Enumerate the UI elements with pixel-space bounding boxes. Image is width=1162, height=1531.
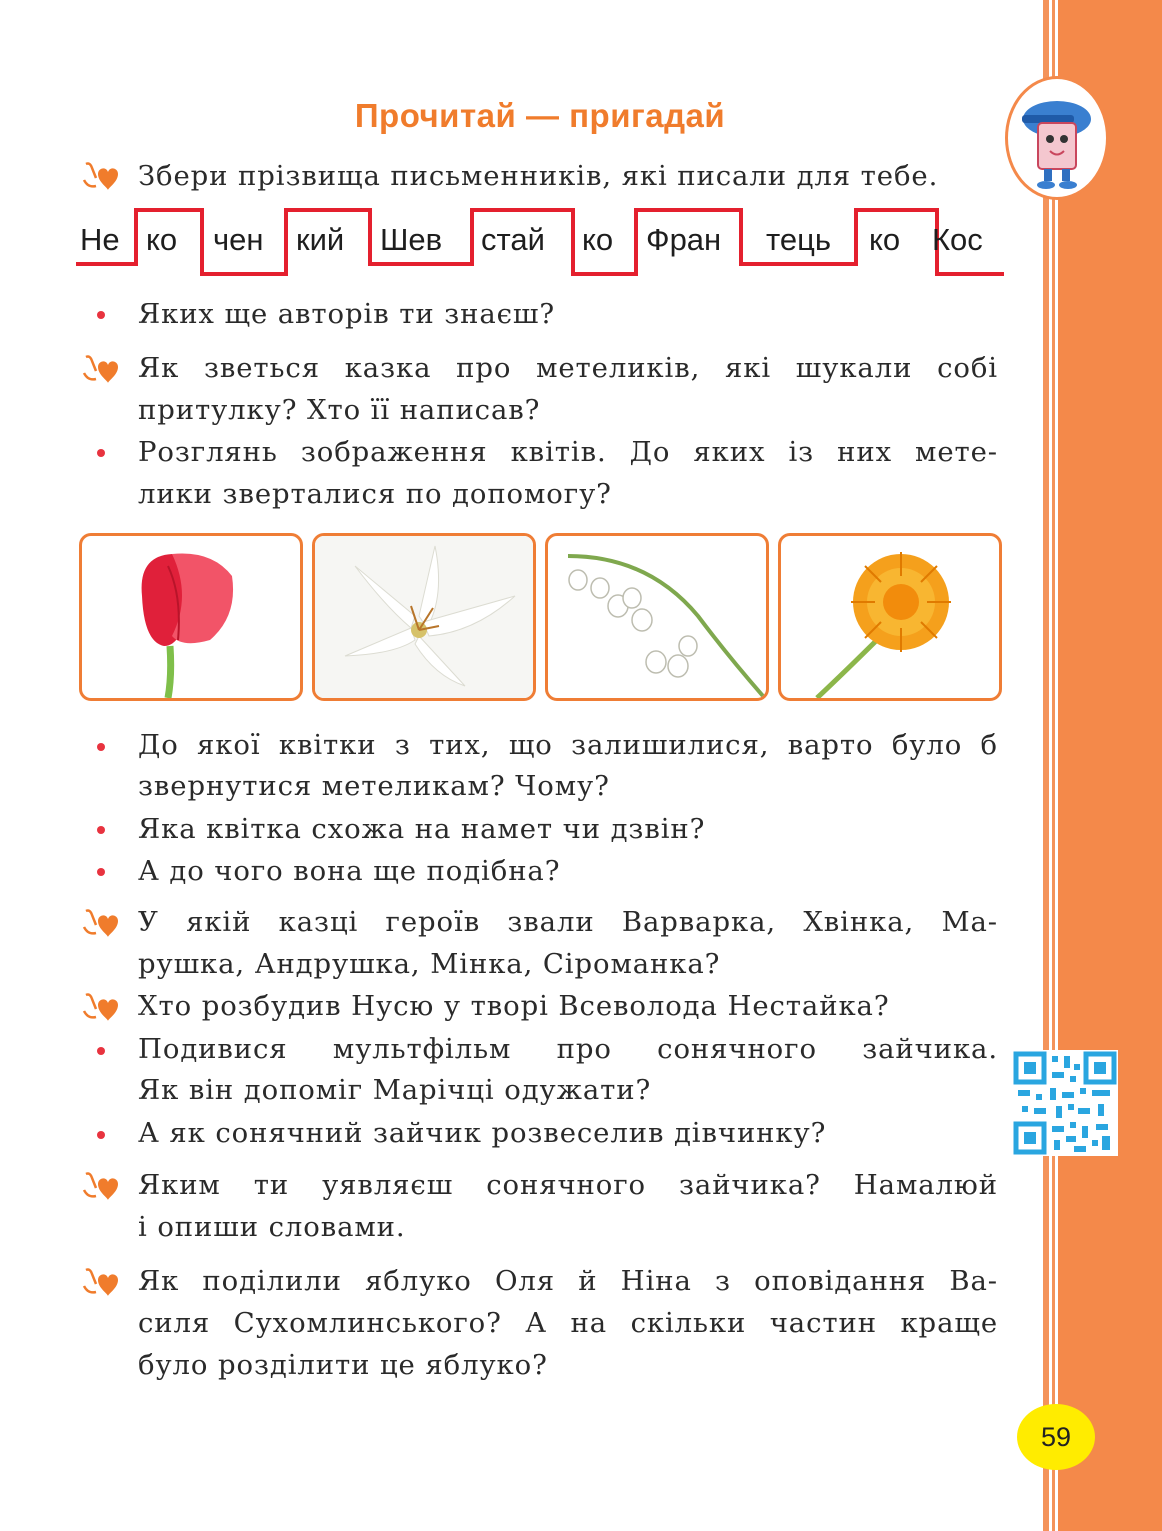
question-text: лики зверталися по допомогу? bbox=[138, 478, 612, 510]
task-text: Як поділили яблуко Оля й Ніна з оповідання Ва- bbox=[138, 1265, 998, 1297]
task-text: Хто розбудив Нусю у творі Всеволода Нестайка? bbox=[138, 990, 890, 1022]
pencil-heart-icon bbox=[80, 160, 120, 194]
task-text: Збери прізвища письменників, які писали для тебе. bbox=[138, 160, 939, 192]
bullet-icon bbox=[97, 868, 105, 876]
bullet-icon bbox=[97, 826, 105, 834]
page-number: 59 bbox=[1017, 1404, 1095, 1470]
right-page-edge bbox=[1043, 0, 1162, 1531]
task-text: притулку? Хто її написав? bbox=[138, 394, 541, 426]
qr-code-icon[interactable] bbox=[1012, 1050, 1118, 1156]
task-text: було розділити це яблуко? bbox=[138, 1349, 548, 1381]
syllable: Не bbox=[80, 222, 120, 257]
bullet-icon bbox=[97, 1131, 105, 1139]
syllable: кий bbox=[296, 222, 345, 257]
page-title: Прочитай — пригадай bbox=[354, 97, 726, 134]
tulip-image bbox=[79, 533, 303, 701]
question-text: Подивися мультфільм про сонячного зайчика. bbox=[138, 1033, 998, 1065]
question-text: А до чого вона ще подібна? bbox=[138, 855, 561, 887]
syllable: Кос bbox=[932, 222, 983, 257]
syllable: Фран bbox=[646, 222, 722, 257]
pencil-heart-icon bbox=[80, 991, 120, 1025]
pencil-heart-icon bbox=[80, 1170, 120, 1204]
syllable: Шев bbox=[380, 222, 443, 257]
task-text: рушка, Андрушка, Мінка, Сіроманка? bbox=[138, 948, 721, 980]
syllable: ко bbox=[582, 222, 614, 257]
bullet-icon bbox=[97, 449, 105, 457]
question-text: До якої квітки з тих, що залишилися, варто було б bbox=[138, 729, 998, 761]
question-text: Розглянь зображення квітів. До яких із них мете- bbox=[138, 436, 998, 468]
syllable: тець bbox=[766, 222, 831, 257]
syllable: стай bbox=[481, 222, 545, 257]
task-text: Яким ти уявляєш сонячного зайчика? Намалюй bbox=[138, 1169, 998, 1201]
pencil-heart-icon bbox=[80, 353, 120, 387]
dandelion-image bbox=[778, 533, 1002, 701]
task-text: силя Сухомлинського? А на скільки частин краще bbox=[138, 1307, 998, 1339]
lily-of-the-valley-image bbox=[545, 533, 769, 701]
task-text: У якій казці героїв звали Варварка, Хвінка, Ма- bbox=[138, 906, 998, 938]
syllable: ко bbox=[869, 222, 901, 257]
syllable: чен bbox=[213, 222, 264, 257]
syllable: ко bbox=[146, 222, 178, 257]
bullet-icon bbox=[97, 743, 105, 751]
question-text: звернутися метеликам? Чому? bbox=[138, 770, 610, 802]
bullet-icon bbox=[97, 311, 105, 319]
bullet-icon bbox=[97, 1047, 105, 1055]
task-text: Як зветься казка про метеликів, які шукали собі bbox=[138, 352, 998, 384]
question-text: А як сонячний зайчик розвеселив дівчинку? bbox=[138, 1117, 827, 1149]
pencil-heart-icon bbox=[80, 1266, 120, 1300]
question-text: Як він допоміг Марічці одужати? bbox=[138, 1074, 652, 1106]
question-text: Яка квітка схожа на намет чи дзвін? bbox=[138, 813, 706, 845]
mascot-icon bbox=[1005, 76, 1109, 200]
lily-image bbox=[312, 533, 536, 701]
question-text: Яких ще авторів ти знаєш? bbox=[138, 298, 556, 330]
task-text: і опиши словами. bbox=[138, 1211, 406, 1243]
pencil-heart-icon bbox=[80, 907, 120, 941]
